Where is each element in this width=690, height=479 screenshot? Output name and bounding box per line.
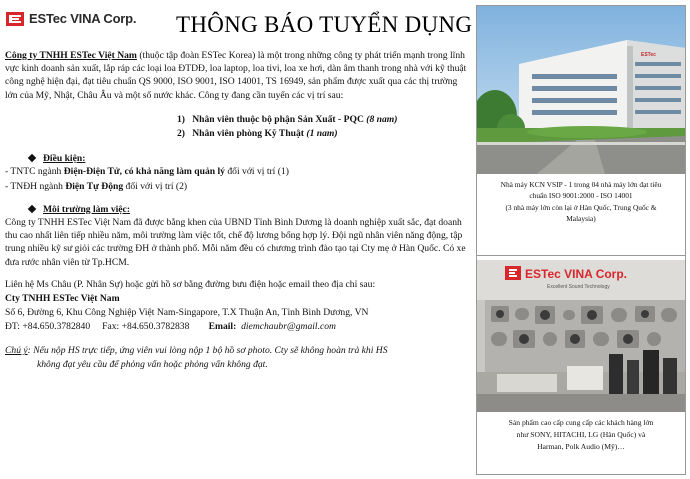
- conditions-list: [5, 165, 471, 195]
- note-label: Chú ý: [5, 345, 28, 357]
- note-line2: không đạt yêu cầu để phỏng vấn hoặc phỏng vấn không đạt.: [37, 359, 268, 371]
- main-content: [5, 49, 471, 372]
- contact-phone-row: [5, 320, 471, 334]
- environment-heading: Môi trường làm việc :: [5, 203, 471, 216]
- contact-intro: Liên hệ Ms Châu (P. Nhân Sự) hoặc gửi hồ sơ bằng đường bưu điện hoặc email theo địa chỉ sau:: [5, 278, 376, 290]
- contact-company: Cty TNHH ESTec Việt Nam: [5, 292, 120, 304]
- bullet-diamond-icon: [28, 154, 36, 162]
- contact-address: Số 6, Đường 6, Khu Công Nghiệp Việt Nam-Singapore, T.X Thuận An, Tỉnh Bình Dương, VN: [5, 306, 369, 318]
- condition-item: - TNĐH ngành Điện Tự Động đối với vị trí (2): [5, 180, 188, 192]
- contact-email[interactable]: diemchaubr@gmail.com: [241, 320, 336, 332]
- page-title: THÔNG BÁO TUYỂN DỤNG: [176, 12, 473, 37]
- showroom-photo: [477, 260, 685, 412]
- photo-panel: [476, 5, 686, 475]
- positions-list: [5, 113, 471, 142]
- svg-text:ESTec: ESTec: [641, 52, 656, 58]
- intro-paragraph: [5, 49, 471, 102]
- panel-divider: [477, 255, 685, 256]
- note-block: [5, 344, 471, 372]
- intro-text: (thuộc tập đoàn ESTec Korea) là một trong những công ty phát triển mạnh trong lĩnh vực kinh doanh sản xuất, lắp ráp các loại loa ĐTDĐ, loa laptop, loa tivi, loa xe hơi, dàn âm thanh trong nhà với kỹ thuật công nghệ hiện đại, đạt tiêu chuẩn QS 9000, ISO 9001, ISO 14001, TS 16949, sản phẩm được xuất qua các thị trường lớn của Mỹ, Nhật, Châu Âu và một số nước khác. Công ty đang cần tuyển các vị trí sau:: [5, 50, 467, 101]
- note-line1: : Nếu nộp HS trực tiếp, ứng viên vui lòng nộp 1 bộ hồ sơ photo. Cty sẽ không hoàn trả khi HS: [27, 345, 388, 357]
- position-item: 2) Nhân viên phòng Kỹ Thuật (1 nam): [177, 128, 338, 140]
- email-label: Email:: [208, 320, 237, 332]
- factory-caption: Nhà máy KCN VSIP - 1 trong 04 nhà máy lớn đạt tiêu chuẩn ISO 9001:2000 - ISO 14001 (3 nhà máy lớn còn lại ở Hàn Quốc, Trung Quốc & Malaysia): [500, 180, 662, 224]
- factory-building-image: [477, 6, 685, 174]
- company-name: Công ty TNHH ESTec Việt Nam: [5, 50, 137, 61]
- contact-block: [5, 278, 471, 334]
- contact-fax: Fax: +84.650.3782838: [102, 320, 190, 332]
- logo-mark-icon: [4, 9, 26, 29]
- company-logo: [4, 8, 154, 30]
- bullet-diamond-icon: [28, 205, 36, 213]
- logo-text: ESTec VINA Corp.: [29, 11, 137, 27]
- condition-item: - TNTC ngành Điện-Điện Tử, có khả năng làm quản lý đối với vị trí (1): [5, 165, 289, 177]
- showroom-caption: Sản phẩm cao cấp cung cấp các khách hàng lớn như SONY, HITACHI, LG (Hàn Quốc) và Harman, Polk Audio (Mỹ)…: [508, 418, 654, 451]
- position-item: 1) Nhân viên thuộc bộ phận Sản Xuất - PQC (8 nam): [177, 113, 398, 125]
- showroom-sign-tagline: Excellent Sound Technology: [547, 284, 610, 290]
- contact-phone: ĐT: +84.650.3782840: [5, 320, 91, 332]
- environment-text: Công ty TNHH ESTec Việt Nam đã được bằng khen của UBND Tỉnh Bình Dương là doanh nghiệp xuất sắc, đạt doanh thu cao nhất liên tiếp nhiều năm, môi trường làm việc tốt, chế độ lương bổng hợp lý. Đội ngũ nhân viên năng động, tập trung nhiều kỹ sư giỏi các trường ĐH ở thành phố. Mỗi năm đều có chương trình đào tạo tại Cty mẹ ở Hàn Quốc. Có xe đưa rước nhân viên từ Tp.HCM.: [5, 216, 466, 268]
- conditions-heading: Điều kiện :: [5, 152, 471, 165]
- showroom-sign-brand: ESTec VINA Corp.: [525, 267, 628, 281]
- showroom-image: [477, 260, 685, 412]
- factory-photo: [477, 6, 685, 174]
